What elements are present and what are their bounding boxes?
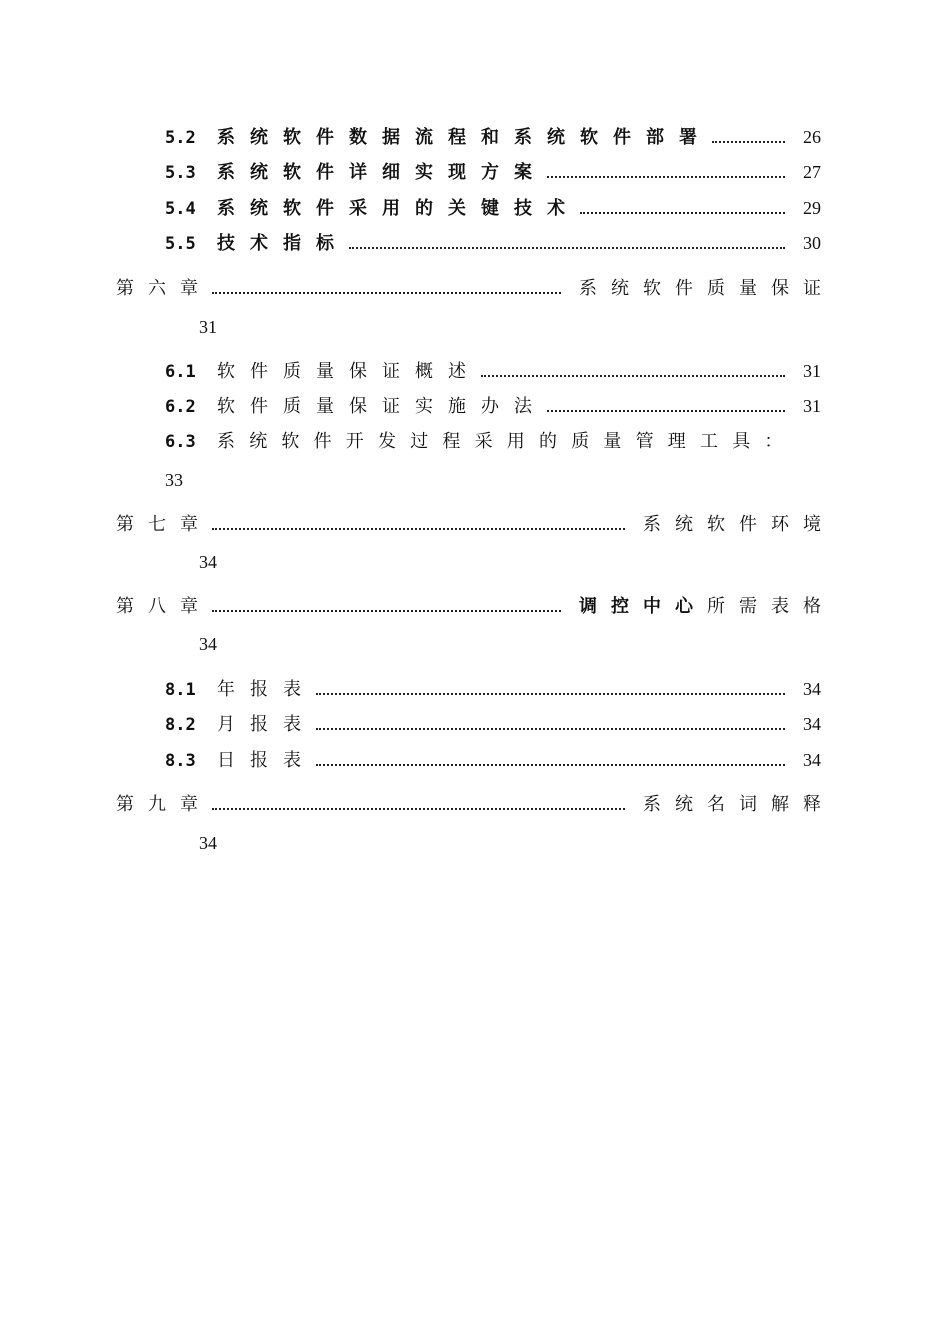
chapter-page-number: 31 xyxy=(199,317,217,337)
section-title: 系统软件详细实现方案 xyxy=(217,162,547,183)
toc-entry-5-2[interactable] xyxy=(165,126,821,149)
page-number: 34 xyxy=(803,679,821,699)
dot-leader xyxy=(481,375,785,377)
chapter-page-number: 34 xyxy=(199,634,217,654)
section-number: 5.4 xyxy=(165,199,196,219)
chapter-title: 系统软件质量保证 xyxy=(579,278,835,299)
section-page-number: 33 xyxy=(165,470,183,490)
dot-leader xyxy=(547,176,785,178)
section-title: 技术指标 xyxy=(217,233,349,254)
toc-entry-8-3[interactable] xyxy=(165,749,821,772)
toc-chapter-8[interactable] xyxy=(116,596,835,618)
toc-entry-8-2[interactable] xyxy=(165,713,821,736)
chapter-label: 第九章 xyxy=(116,794,212,815)
toc-entry-6-1[interactable] xyxy=(165,360,821,383)
section-title: 软件质量保证概述 xyxy=(217,361,481,382)
section-title: 软件质量保证实施办法 xyxy=(217,396,547,417)
page-number: 26 xyxy=(803,127,821,147)
dot-leader xyxy=(212,610,561,612)
chapter-page-number: 34 xyxy=(199,833,217,853)
page-number: 34 xyxy=(803,750,821,770)
page-number: 29 xyxy=(803,198,821,218)
chapter-label: 第八章 xyxy=(116,596,212,617)
toc-entry-8-1[interactable] xyxy=(165,678,821,701)
toc-chapter-6[interactable] xyxy=(116,278,835,300)
dot-leader xyxy=(316,693,785,695)
chapter-label: 第七章 xyxy=(116,514,212,535)
chapter-label: 第六章 xyxy=(116,278,212,299)
dot-leader xyxy=(349,247,785,249)
page-number: 27 xyxy=(803,162,821,182)
section-number: 6.2 xyxy=(165,397,196,417)
section-title: 月报表 xyxy=(217,714,316,735)
section-title: 系统软件采用的关键技术 xyxy=(217,198,580,219)
toc-chapter-9[interactable] xyxy=(116,794,835,816)
dot-leader xyxy=(212,292,561,294)
section-title: 系统软件开发过程采用的质量管理工具： xyxy=(217,431,797,452)
dot-leader xyxy=(580,212,785,214)
page-number: 34 xyxy=(803,714,821,734)
chapter-page-number: 34 xyxy=(199,552,217,572)
toc-entry-5-3[interactable] xyxy=(165,161,821,184)
dot-leader xyxy=(212,528,625,530)
section-number: 6.3 xyxy=(165,432,196,452)
dot-leader xyxy=(212,808,625,810)
page-number: 30 xyxy=(803,233,821,253)
section-number: 6.1 xyxy=(165,362,196,382)
toc-entry-6-2[interactable] xyxy=(165,395,821,418)
page-number: 31 xyxy=(803,396,821,416)
chapter-title-bold: 调控中心 xyxy=(579,596,707,617)
dot-leader xyxy=(547,410,785,412)
section-number: 5.5 xyxy=(165,234,196,254)
chapter-title-rest: 所需表格 xyxy=(707,596,835,617)
section-number: 8.1 xyxy=(165,680,196,700)
dot-leader xyxy=(712,141,785,143)
toc-chapter-7[interactable] xyxy=(116,514,835,536)
section-title: 系统软件数据流程和系统软件部署 xyxy=(217,127,712,148)
page-number: 31 xyxy=(803,361,821,381)
section-number: 5.2 xyxy=(165,128,196,148)
section-title: 日报表 xyxy=(217,750,316,771)
dot-leader xyxy=(316,728,785,730)
section-title: 年报表 xyxy=(217,679,316,700)
section-number: 5.3 xyxy=(165,163,196,183)
section-number: 8.2 xyxy=(165,715,196,735)
toc-entry-5-4[interactable] xyxy=(165,197,821,220)
toc-entry-6-3[interactable] xyxy=(165,431,821,453)
dot-leader xyxy=(316,764,785,766)
chapter-title: 系统名词解释 xyxy=(643,794,835,815)
section-number: 8.3 xyxy=(165,751,196,771)
chapter-title: 系统软件环境 xyxy=(643,514,835,535)
toc-entry-5-5[interactable] xyxy=(165,232,821,255)
chapter-title xyxy=(579,596,835,618)
